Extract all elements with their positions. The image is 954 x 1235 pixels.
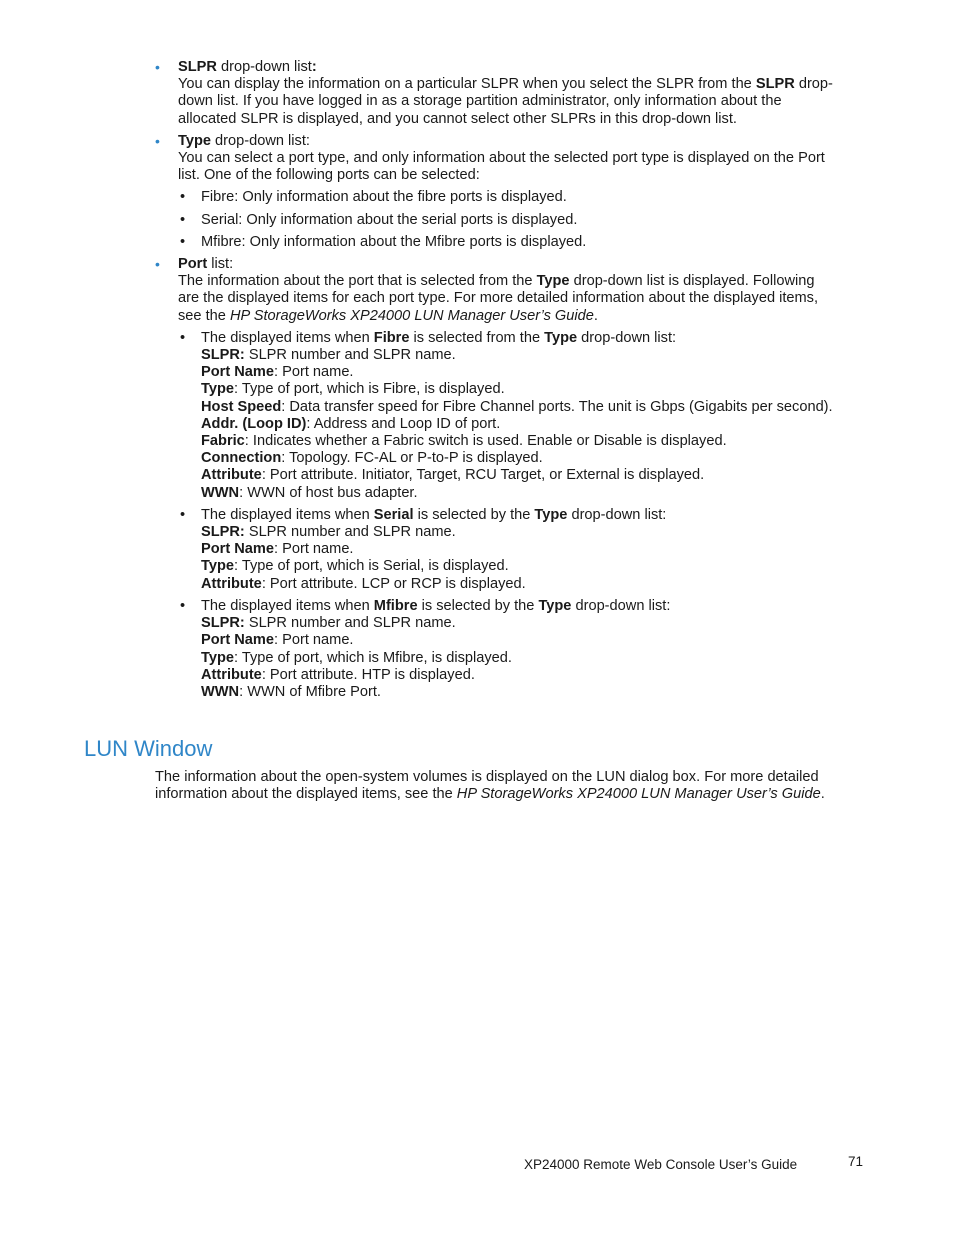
sub-list-item-fibre [178,330,835,502]
field-list [201,347,835,502]
sub-list-item-mfibre [178,598,835,701]
field-line: SLPR: SLPR number and SLPR name. [201,524,456,541]
group-intro: The displayed items when Serial is selected by the Type drop-down list: [201,506,667,523]
field-line: Attribute: Port attribute. LCP or RCP is displayed. [201,575,526,592]
field-line: SLPR: SLPR number and SLPR name. [201,615,456,632]
item-body: The information about the port that is selected from the Type drop-down list is displayed. Following are the displayed items for each port type. For more detailed information about the displayed items, see the HP StorageWorks XP24000 LUN Manager User’s Guide. [178,273,819,324]
list-item-port [155,256,835,701]
field-list [201,524,835,593]
field-line: Port Name: Port name. [201,364,354,381]
section-heading: LUN Window [84,736,213,761]
bullet-icon: • [155,132,160,149]
field-line: SLPR: SLPR number and SLPR name. [201,347,456,364]
sub-list-item-serial [178,507,835,593]
bullet-icon: • [180,329,186,346]
field-line: Type: Type of port, which is Fibre, is displayed. [201,381,505,398]
sub-list-item: • Serial: Only information about the serial ports is displayed. [180,211,578,228]
field-line: WWN: WWN of host bus adapter. [201,484,418,501]
bullet-icon: • [180,597,186,614]
bullet-icon: • [180,189,186,206]
page-number: 71 [848,1154,864,1169]
group-intro: The displayed items when Fibre is selected from the Type drop-down list: [201,329,677,346]
field-line: Type: Type of port, which is Mfibre, is displayed. [201,649,512,666]
item-body: You can select a port type, and only information about the selected port type is displayed on the Port list. One of the following ports can be selected: [178,150,825,184]
bullet-icon: • [180,211,186,228]
field-line: Addr. (Loop ID): Address and Loop ID of port. [201,415,501,432]
field-list [201,615,835,701]
footer-document-title: XP24000 Remote Web Console User’s Guide [524,1157,798,1172]
bullet-icon: • [180,506,186,523]
field-line: WWN: WWN of Mfibre Port. [201,683,381,700]
field-line: Port Name: Port name. [201,632,354,649]
item-body: You can display the information on a particular SLPR when you select the SLPR from the SLPR drop-down list. If you have logged in as a storage partition administrator, only information about the allocated SLPR is displayed, and you cannot select other SLPRs in this drop-down list. [178,76,833,127]
bullet-icon: • [155,59,160,75]
group-intro: The displayed items when Mfibre is selected by the Type drop-down list: [201,597,671,614]
field-line: Attribute: Port attribute. HTP is displayed. [201,666,475,683]
field-line: Host Speed: Data transfer speed for Fibre Channel ports. The unit is Gbps (Gigabits per second). [201,398,833,415]
field-line: Port Name: Port name. [201,541,354,558]
sub-list-item: • Fibre: Only information about the fibre ports is displayed. [180,189,567,206]
field-line: Attribute: Port attribute. Initiator, Target, RCU Target, or External is displayed. [201,467,705,484]
section-body: The information about the open-system volumes is displayed on the LUN dialog box. For more detailed information about the displayed items, see the HP StorageWorks XP24000 LUN Manager User’s Guide. [155,769,825,803]
port-type-groups [178,330,835,701]
item-title: Port list: [178,256,234,273]
field-line: Connection: Topology. FC-AL or P-to-P is displayed. [201,450,543,467]
sub-list-item: • Mfibre: Only information about the Mfibre ports is displayed. [180,233,587,250]
list-item-type [155,133,835,251]
item-title: SLPR drop-down list: [178,59,317,75]
bullet-list [155,59,835,701]
bullet-icon: • [180,233,186,250]
field-line: Fabric: Indicates whether a Fabric switch is used. Enable or Disable is displayed. [201,433,727,450]
sub-list [178,189,835,251]
field-line: Type: Type of port, which is Serial, is displayed. [201,558,509,575]
list-item-slpr [155,59,835,128]
item-title: Type drop-down list: [178,132,310,149]
bullet-icon: • [155,256,160,273]
